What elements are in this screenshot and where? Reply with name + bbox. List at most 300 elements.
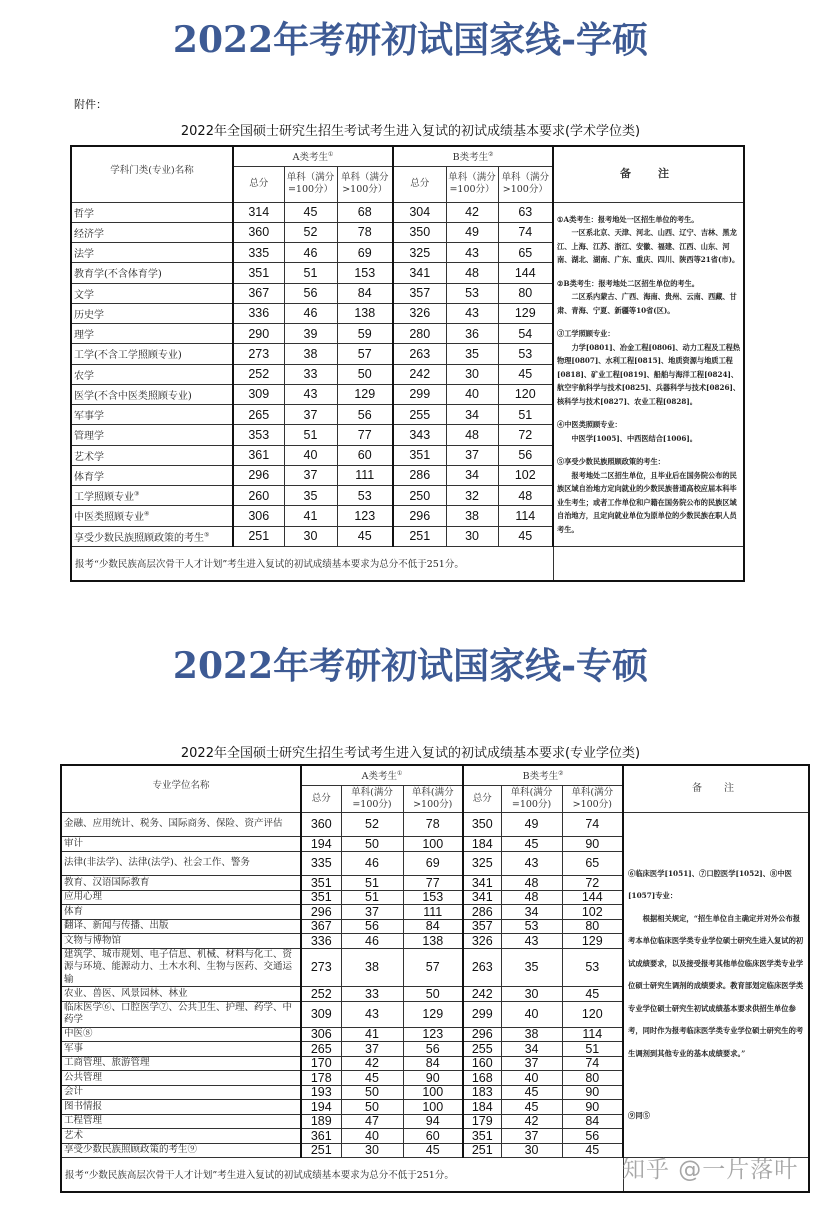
score-a-single-over100: 59 bbox=[337, 324, 393, 344]
score-a-total: 336 bbox=[233, 303, 284, 323]
score-b-single-over100: 54 bbox=[498, 324, 553, 344]
score-b-single-100: 48 bbox=[446, 263, 498, 283]
score-a-single-100: 41 bbox=[284, 506, 337, 526]
score-a-total: 306 bbox=[301, 1027, 341, 1042]
score-b-total: 325 bbox=[463, 851, 501, 876]
table-row bbox=[71, 202, 744, 222]
degree-name: 金融、应用统计、税务、国际商务、保险、资产评估 bbox=[61, 812, 301, 837]
remark-item: ⑨同⑤ bbox=[628, 1111, 650, 1120]
score-a-single-100: 46 bbox=[284, 303, 337, 323]
subject-name: 管理学 bbox=[71, 425, 233, 445]
subject-name: 工学照顾专业③ bbox=[71, 486, 233, 506]
score-a-single-100: 37 bbox=[341, 1042, 403, 1057]
score-a-single-100: 56 bbox=[284, 283, 337, 303]
remark-item: ⑥临床医学[1051]、⑦口腔医学[1052]、⑧中医[1057]专业： bbox=[628, 868, 792, 900]
score-a-single-over100: 53 bbox=[337, 486, 393, 506]
score-a-total: 296 bbox=[301, 905, 341, 920]
score-a-single-100: 43 bbox=[341, 1001, 403, 1027]
score-b-single-over100: 84 bbox=[562, 1114, 623, 1129]
score-b-total: 183 bbox=[463, 1085, 501, 1100]
professional-remarks bbox=[623, 812, 809, 1158]
score-b-single-100: 34 bbox=[446, 405, 498, 425]
academic-footer-note: 报考“少数民族高层次骨干人才计划”考生进入复试的初试成绩基本要求为总分不低于251分。 bbox=[71, 547, 553, 581]
score-b-single-over100: 63 bbox=[498, 202, 553, 222]
score-a-single-over100: 111 bbox=[337, 465, 393, 485]
score-a-total: 273 bbox=[301, 948, 341, 987]
score-b-single-100: 48 bbox=[446, 425, 498, 445]
subject-name: 理学 bbox=[71, 324, 233, 344]
score-a-total: 309 bbox=[301, 1001, 341, 1027]
header-b-total: 总分 bbox=[393, 166, 446, 202]
score-b-total: 286 bbox=[393, 465, 446, 485]
score-a-total: 367 bbox=[233, 283, 284, 303]
score-a-total: 252 bbox=[301, 987, 341, 1002]
remark-item: ⑤享受少数民族照顾政策的考生： 报考地处二区招生单位，且毕业后在国务院公布的民族区域自治地方定向就业的少数民族普通高校应届本科毕业生考生；或者工作单位和户籍在国务院公布的民族区域自治地方，且定向就业单位为原单位的少数民族在职人员考生。 bbox=[557, 457, 737, 534]
score-a-single-over100: 90 bbox=[403, 1071, 463, 1086]
header-name-col: 学科门类(专业)名称 bbox=[71, 146, 233, 202]
score-b-single-100: 30 bbox=[501, 1143, 562, 1158]
score-b-single-100: 40 bbox=[501, 1071, 562, 1086]
score-b-total: 179 bbox=[463, 1114, 501, 1129]
score-b-total: 341 bbox=[463, 890, 501, 905]
score-a-single-over100: 78 bbox=[403, 812, 463, 837]
header-b-single-over100: 单科(满分>100分) bbox=[562, 785, 623, 812]
score-b-single-100: 34 bbox=[501, 1042, 562, 1057]
score-a-single-100: 46 bbox=[341, 934, 403, 949]
header-a-total: 总分 bbox=[233, 166, 284, 202]
remark-item: ②B类考生：报考地处二区招生单位的考生。 二区系内蒙古、广西、海南、贵州、云南、西藏、甘肃、青海、宁夏、新疆等10省(区)。 bbox=[557, 278, 737, 315]
score-b-single-over100: 102 bbox=[562, 905, 623, 920]
score-b-total: 286 bbox=[463, 905, 501, 920]
score-b-single-100: 45 bbox=[501, 1100, 562, 1115]
score-b-total: 280 bbox=[393, 324, 446, 344]
score-a-single-100: 51 bbox=[284, 263, 337, 283]
score-b-single-over100: 129 bbox=[562, 934, 623, 949]
score-a-single-over100: 77 bbox=[337, 425, 393, 445]
score-b-single-over100: 120 bbox=[498, 384, 553, 404]
score-a-single-100: 46 bbox=[341, 851, 403, 876]
score-b-total: 263 bbox=[393, 344, 446, 364]
score-a-single-100: 38 bbox=[341, 948, 403, 987]
degree-name: 图书情报 bbox=[61, 1100, 301, 1115]
subject-name: 工学(不含工学照顾专业) bbox=[71, 344, 233, 364]
header-b-single-over100: 单科（满分>100分） bbox=[498, 166, 553, 202]
score-b-total: 184 bbox=[463, 837, 501, 852]
professional-score-table bbox=[60, 764, 810, 1193]
score-b-single-over100: 53 bbox=[562, 948, 623, 987]
score-b-total: 251 bbox=[463, 1143, 501, 1158]
score-a-single-over100: 50 bbox=[403, 987, 463, 1002]
score-a-single-over100: 60 bbox=[337, 445, 393, 465]
subject-name: 教育学(不含体育学) bbox=[71, 263, 233, 283]
score-a-total: 335 bbox=[233, 243, 284, 263]
score-b-single-100: 37 bbox=[446, 445, 498, 465]
score-a-single-100: 37 bbox=[284, 405, 337, 425]
score-b-single-over100: 74 bbox=[562, 812, 623, 837]
degree-name: 体育 bbox=[61, 905, 301, 920]
score-a-total: 265 bbox=[301, 1042, 341, 1057]
professional-footer-note: 报考“少数民族高层次骨干人才计划”考生进入复试的初试成绩基本要求为总分不低于251分。 bbox=[61, 1158, 623, 1192]
score-b-single-over100: 80 bbox=[562, 919, 623, 934]
degree-name: 法律(非法学)、法律(法学)、社会工作、警务 bbox=[61, 851, 301, 876]
score-a-single-over100: 68 bbox=[337, 202, 393, 222]
score-b-single-over100: 51 bbox=[562, 1042, 623, 1057]
score-b-single-over100: 56 bbox=[562, 1129, 623, 1144]
score-a-single-100: 51 bbox=[341, 890, 403, 905]
score-b-single-over100: 80 bbox=[562, 1071, 623, 1086]
score-b-single-100: 49 bbox=[446, 222, 498, 242]
score-b-single-100: 43 bbox=[501, 934, 562, 949]
score-a-total: 335 bbox=[301, 851, 341, 876]
score-b-total: 242 bbox=[463, 987, 501, 1002]
score-a-total: 252 bbox=[233, 364, 284, 384]
subject-name: 哲学 bbox=[71, 202, 233, 222]
score-b-total: 325 bbox=[393, 243, 446, 263]
subject-name: 体育学 bbox=[71, 465, 233, 485]
subject-name: 医学(不含中医类照顾专业) bbox=[71, 384, 233, 404]
score-b-single-100: 43 bbox=[446, 303, 498, 323]
score-b-single-100: 42 bbox=[446, 202, 498, 222]
score-b-total: 160 bbox=[463, 1056, 501, 1071]
header-b-single-100: 单科（满分=100分） bbox=[446, 166, 498, 202]
score-b-single-over100: 53 bbox=[498, 344, 553, 364]
score-a-total: 351 bbox=[233, 263, 284, 283]
score-b-single-100: 30 bbox=[446, 526, 498, 547]
score-a-total: 170 bbox=[301, 1056, 341, 1071]
header-remarks: 备 注 bbox=[623, 765, 809, 812]
score-a-single-100: 42 bbox=[341, 1056, 403, 1071]
score-a-total: 360 bbox=[233, 222, 284, 242]
header-group-b: B类考生② bbox=[463, 765, 623, 785]
score-a-single-100: 40 bbox=[341, 1129, 403, 1144]
header-name-col: 专业学位名称 bbox=[61, 765, 301, 812]
score-b-single-100: 30 bbox=[501, 987, 562, 1002]
score-b-single-100: 35 bbox=[501, 948, 562, 987]
score-a-single-100: 46 bbox=[284, 243, 337, 263]
score-b-single-over100: 72 bbox=[498, 425, 553, 445]
subject-name: 历史学 bbox=[71, 303, 233, 323]
score-a-total: 265 bbox=[233, 405, 284, 425]
score-b-total: 350 bbox=[393, 222, 446, 242]
score-b-total: 299 bbox=[393, 384, 446, 404]
remark-item: ④中医类照顾专业： 中医学[1005]、中西医结合[1006]。 bbox=[557, 420, 697, 443]
score-a-single-over100: 94 bbox=[403, 1114, 463, 1129]
score-b-single-100: 45 bbox=[501, 1085, 562, 1100]
score-a-single-over100: 138 bbox=[403, 934, 463, 949]
score-a-single-100: 50 bbox=[341, 1100, 403, 1115]
score-a-total: 353 bbox=[233, 425, 284, 445]
score-a-single-100: 56 bbox=[341, 919, 403, 934]
remark-item: ③工学照顾专业： 力学[0801]、冶金工程[0806]、动力工程及工程热物理[0807]、水利工程[0815]、地质资源与地质工程[0818]、矿业工程[0819]、船舶与海洋工程[0824]、航空宇航科学与技术[0825]、兵器科学与技术[0826]、核科学与技术[0827]、农业工程[0828]。 bbox=[557, 329, 741, 406]
score-b-single-100: 40 bbox=[446, 384, 498, 404]
score-a-single-over100: 153 bbox=[403, 890, 463, 905]
score-b-single-over100: 45 bbox=[562, 987, 623, 1002]
score-b-single-over100: 65 bbox=[498, 243, 553, 263]
score-b-total: 343 bbox=[393, 425, 446, 445]
score-b-single-over100: 90 bbox=[562, 1085, 623, 1100]
score-a-single-over100: 78 bbox=[337, 222, 393, 242]
score-a-single-over100: 50 bbox=[337, 364, 393, 384]
score-b-total: 357 bbox=[463, 919, 501, 934]
score-b-total: 350 bbox=[463, 812, 501, 837]
academic-score-table bbox=[70, 145, 745, 582]
header-a-single-100: 单科(满分=100分) bbox=[341, 785, 403, 812]
subject-name: 农学 bbox=[71, 364, 233, 384]
score-a-single-over100: 129 bbox=[337, 384, 393, 404]
score-b-total: 255 bbox=[463, 1042, 501, 1057]
score-b-single-over100: 48 bbox=[498, 486, 553, 506]
score-a-total: 367 bbox=[301, 919, 341, 934]
score-b-single-100: 40 bbox=[501, 1001, 562, 1027]
score-b-single-100: 42 bbox=[501, 1114, 562, 1129]
score-a-single-100: 50 bbox=[341, 1085, 403, 1100]
score-b-total: 251 bbox=[393, 526, 446, 547]
subject-name: 艺术学 bbox=[71, 445, 233, 465]
score-a-single-over100: 100 bbox=[403, 837, 463, 852]
score-a-total: 336 bbox=[301, 934, 341, 949]
score-a-single-over100: 153 bbox=[337, 263, 393, 283]
score-b-single-100: 53 bbox=[446, 283, 498, 303]
score-a-total: 251 bbox=[233, 526, 284, 547]
score-b-single-100: 34 bbox=[446, 465, 498, 485]
remark-item: ①A类考生：报考地处一区招生单位的考生。 一区系北京、天津、河北、山西、辽宁、吉林、黑龙江、上海、江苏、浙江、安徽、福建、江西、山东、河南、湖北、湖南、广东、重庆、四川、陕西等21省(市)。 bbox=[557, 214, 740, 264]
header-group-b: B类考生② bbox=[393, 146, 553, 166]
score-a-single-over100: 138 bbox=[337, 303, 393, 323]
score-b-total: 242 bbox=[393, 364, 446, 384]
score-a-single-100: 38 bbox=[284, 344, 337, 364]
score-a-single-over100: 111 bbox=[403, 905, 463, 920]
degree-name: 工程管理 bbox=[61, 1114, 301, 1129]
score-b-single-over100: 114 bbox=[498, 506, 553, 526]
score-b-single-over100: 74 bbox=[562, 1056, 623, 1071]
remark-item: 根据相关规定，“招生单位自主确定并对外公布报考本单位临床医学类专业学位硕士研究生进入复试的初试成绩要求，以及接受报考其他单位临床医学类专业学位硕士研究生调剂的成绩要求。教育部划定临床医学类专业学位硕士研究生初试成绩基本要求供招生单位参考，同时作为报考临床医学类专业学位硕士研究生的考生调剂到其他专业的基本成绩要求。” bbox=[628, 913, 804, 1058]
score-b-total: 168 bbox=[463, 1071, 501, 1086]
score-a-single-100: 33 bbox=[341, 987, 403, 1002]
header-group-a: A类考生① bbox=[301, 765, 463, 785]
score-a-single-over100: 84 bbox=[403, 919, 463, 934]
degree-name: 审计 bbox=[61, 837, 301, 852]
header-a-single-over100: 单科(满分>100分) bbox=[403, 785, 463, 812]
score-b-single-100: 38 bbox=[446, 506, 498, 526]
header-a-total: 总分 bbox=[301, 785, 341, 812]
score-b-single-100: 49 bbox=[501, 812, 562, 837]
score-a-single-over100: 60 bbox=[403, 1129, 463, 1144]
score-b-single-over100: 65 bbox=[562, 851, 623, 876]
score-a-single-100: 52 bbox=[284, 222, 337, 242]
subject-name: 经济学 bbox=[71, 222, 233, 242]
score-b-total: 357 bbox=[393, 283, 446, 303]
score-a-single-100: 37 bbox=[341, 905, 403, 920]
score-a-single-over100: 100 bbox=[403, 1085, 463, 1100]
academic-banner-title: 2022年考研初试国家线-学硕 bbox=[172, 19, 649, 61]
score-b-single-100: 36 bbox=[446, 324, 498, 344]
score-a-total: 193 bbox=[301, 1085, 341, 1100]
score-a-single-100: 51 bbox=[341, 876, 403, 891]
score-b-single-100: 43 bbox=[446, 243, 498, 263]
score-a-single-100: 39 bbox=[284, 324, 337, 344]
score-a-single-over100: 57 bbox=[337, 344, 393, 364]
score-b-total: 263 bbox=[463, 948, 501, 987]
header-a-single-over100: 单科（满分>100分） bbox=[337, 166, 393, 202]
score-a-single-over100: 123 bbox=[337, 506, 393, 526]
score-b-total: 296 bbox=[463, 1027, 501, 1042]
score-a-single-over100: 57 bbox=[403, 948, 463, 987]
degree-name: 建筑学、城市规划、电子信息、机械、材料与化工、资源与环境、能源动力、土木水利、生物与医药、交通运输 bbox=[61, 948, 301, 987]
score-a-total: 361 bbox=[301, 1129, 341, 1144]
score-a-single-100: 37 bbox=[284, 465, 337, 485]
score-b-single-over100: 129 bbox=[498, 303, 553, 323]
score-b-single-100: 34 bbox=[501, 905, 562, 920]
score-a-single-100: 52 bbox=[341, 812, 403, 837]
subject-name: 文学 bbox=[71, 283, 233, 303]
score-a-single-100: 51 bbox=[284, 425, 337, 445]
degree-name: 文物与博物馆 bbox=[61, 934, 301, 949]
score-a-single-over100: 56 bbox=[337, 405, 393, 425]
degree-name: 会计 bbox=[61, 1085, 301, 1100]
score-a-single-100: 50 bbox=[341, 837, 403, 852]
score-a-total: 178 bbox=[301, 1071, 341, 1086]
subject-name: 军事学 bbox=[71, 405, 233, 425]
score-a-single-100: 30 bbox=[284, 526, 337, 547]
score-b-total: 326 bbox=[393, 303, 446, 323]
score-a-total: 290 bbox=[233, 324, 284, 344]
score-a-total: 296 bbox=[233, 465, 284, 485]
score-b-single-over100: 90 bbox=[562, 837, 623, 852]
score-b-single-100: 53 bbox=[501, 919, 562, 934]
score-b-total: 341 bbox=[393, 263, 446, 283]
degree-name: 农业、兽医、风景园林、林业 bbox=[61, 987, 301, 1002]
score-b-single-over100: 120 bbox=[562, 1001, 623, 1027]
score-b-total: 296 bbox=[393, 506, 446, 526]
score-a-single-100: 33 bbox=[284, 364, 337, 384]
academic-remarks bbox=[553, 202, 744, 547]
score-b-single-100: 35 bbox=[446, 344, 498, 364]
score-b-single-over100: 45 bbox=[498, 526, 553, 547]
score-a-total: 351 bbox=[301, 890, 341, 905]
score-b-total: 255 bbox=[393, 405, 446, 425]
subject-name: 享受少数民族照顾政策的考生⑤ bbox=[71, 526, 233, 547]
degree-name: 艺术 bbox=[61, 1129, 301, 1144]
subject-name: 中医类照顾专业④ bbox=[71, 506, 233, 526]
score-a-single-100: 40 bbox=[284, 445, 337, 465]
score-b-single-over100: 72 bbox=[562, 876, 623, 891]
score-a-total: 189 bbox=[301, 1114, 341, 1129]
score-a-single-over100: 84 bbox=[403, 1056, 463, 1071]
score-b-single-100: 37 bbox=[501, 1129, 562, 1144]
score-a-total: 251 bbox=[301, 1143, 341, 1158]
score-a-total: 306 bbox=[233, 506, 284, 526]
degree-name: 中医⑧ bbox=[61, 1027, 301, 1042]
score-a-single-over100: 69 bbox=[403, 851, 463, 876]
score-b-total: 351 bbox=[393, 445, 446, 465]
professional-table-title: 2022年全国硕士研究生招生考试考生进入复试的初试成绩基本要求(专业学位类) bbox=[180, 746, 641, 761]
score-a-total: 361 bbox=[233, 445, 284, 465]
score-b-single-100: 45 bbox=[501, 837, 562, 852]
score-a-total: 194 bbox=[301, 837, 341, 852]
score-b-single-over100: 51 bbox=[498, 405, 553, 425]
score-b-single-over100: 144 bbox=[562, 890, 623, 905]
score-a-single-100: 47 bbox=[341, 1114, 403, 1129]
score-b-single-100: 48 bbox=[501, 890, 562, 905]
zhihu-watermark: 知乎 @一片落叶 bbox=[622, 1157, 799, 1183]
score-a-total: 360 bbox=[301, 812, 341, 837]
score-a-single-over100: 69 bbox=[337, 243, 393, 263]
score-a-single-100: 30 bbox=[341, 1143, 403, 1158]
score-a-single-over100: 77 bbox=[403, 876, 463, 891]
score-b-single-over100: 144 bbox=[498, 263, 553, 283]
degree-name: 工商管理、旅游管理 bbox=[61, 1056, 301, 1071]
score-a-total: 194 bbox=[301, 1100, 341, 1115]
degree-name: 临床医学⑥、口腔医学⑦、公共卫生、护理、药学、中药学 bbox=[61, 1001, 301, 1027]
score-b-single-100: 37 bbox=[501, 1056, 562, 1071]
score-b-single-100: 48 bbox=[501, 876, 562, 891]
degree-name: 公共管理 bbox=[61, 1071, 301, 1086]
score-a-single-100: 41 bbox=[341, 1027, 403, 1042]
academic-table-title: 2022年全国硕士研究生招生考试考生进入复试的初试成绩基本要求(学术学位类) bbox=[180, 124, 641, 139]
score-b-single-over100: 74 bbox=[498, 222, 553, 242]
score-a-total: 260 bbox=[233, 486, 284, 506]
subject-name: 法学 bbox=[71, 243, 233, 263]
score-b-single-over100: 45 bbox=[498, 364, 553, 384]
score-b-single-over100: 80 bbox=[498, 283, 553, 303]
degree-name: 翻译、新闻与传播、出版 bbox=[61, 919, 301, 934]
score-a-single-over100: 56 bbox=[403, 1042, 463, 1057]
header-b-total: 总分 bbox=[463, 785, 501, 812]
score-a-single-over100: 100 bbox=[403, 1100, 463, 1115]
score-a-single-100: 43 bbox=[284, 384, 337, 404]
header-group-a: A类考生① bbox=[233, 146, 393, 166]
score-a-total: 309 bbox=[233, 384, 284, 404]
score-b-total: 250 bbox=[393, 486, 446, 506]
score-b-total: 304 bbox=[393, 202, 446, 222]
header-b-single-100: 单科(满分=100分) bbox=[501, 785, 562, 812]
score-a-single-over100: 123 bbox=[403, 1027, 463, 1042]
score-b-single-100: 43 bbox=[501, 851, 562, 876]
score-a-single-over100: 45 bbox=[403, 1143, 463, 1158]
score-a-single-over100: 129 bbox=[403, 1001, 463, 1027]
score-b-single-over100: 45 bbox=[562, 1143, 623, 1158]
score-a-single-100: 45 bbox=[341, 1071, 403, 1086]
attachment-label: 附件： bbox=[74, 98, 107, 111]
score-a-total: 273 bbox=[233, 344, 284, 364]
score-b-single-100: 30 bbox=[446, 364, 498, 384]
degree-name: 教育、汉语国际教育 bbox=[61, 876, 301, 891]
score-a-single-100: 45 bbox=[284, 202, 337, 222]
score-b-total: 184 bbox=[463, 1100, 501, 1115]
degree-name: 军事 bbox=[61, 1042, 301, 1057]
score-b-total: 341 bbox=[463, 876, 501, 891]
score-b-total: 299 bbox=[463, 1001, 501, 1027]
header-a-single-100: 单科（满分=100分） bbox=[284, 166, 337, 202]
score-b-single-over100: 114 bbox=[562, 1027, 623, 1042]
score-a-total: 351 bbox=[301, 876, 341, 891]
score-a-total: 314 bbox=[233, 202, 284, 222]
score-b-single-over100: 56 bbox=[498, 445, 553, 465]
score-b-single-100: 38 bbox=[501, 1027, 562, 1042]
professional-banner-title: 2022年考研初试国家线-专硕 bbox=[172, 645, 649, 687]
score-b-total: 326 bbox=[463, 934, 501, 949]
score-a-single-over100: 84 bbox=[337, 283, 393, 303]
score-b-single-over100: 90 bbox=[562, 1100, 623, 1115]
score-b-total: 351 bbox=[463, 1129, 501, 1144]
score-a-single-100: 35 bbox=[284, 486, 337, 506]
score-a-single-over100: 45 bbox=[337, 526, 393, 547]
degree-name: 应用心理 bbox=[61, 890, 301, 905]
score-b-single-100: 32 bbox=[446, 486, 498, 506]
degree-name: 享受少数民族照顾政策的考生⑨ bbox=[61, 1143, 301, 1158]
table-row bbox=[61, 812, 809, 837]
score-b-single-over100: 102 bbox=[498, 465, 553, 485]
